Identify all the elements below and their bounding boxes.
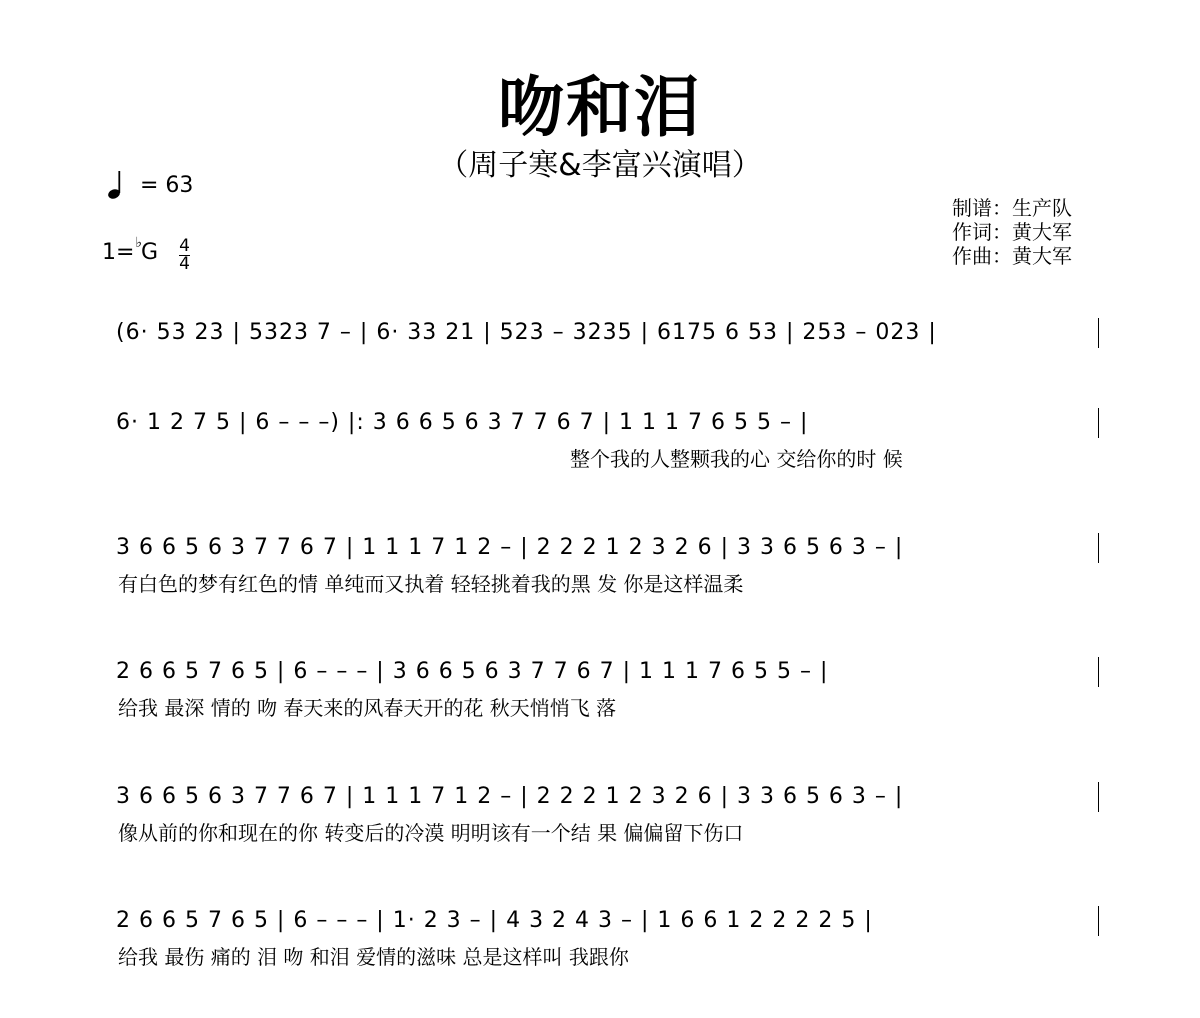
quarter-note-icon: [108, 170, 124, 209]
barline-end-1: [1098, 318, 1099, 348]
lyrics-line-4: 给我 最深 情的 吻 春天来的风春天开的花 秋天悄悄飞 落: [118, 696, 617, 720]
barline-end-5: [1098, 782, 1099, 812]
credit-lyricist: 作词：黄大军: [952, 220, 1072, 244]
lyrics-line-2: 整个我的人整颗我的心 交给你的时 候: [570, 447, 903, 471]
barline-end-3: [1098, 533, 1099, 563]
music-line-3: 3 6 6 5 6 3 7 7 6 7 | 1 1 1 7 1 2 – | 2 2 2 1 2 3 2 6 | 3 3 6 5 6 3 – |: [116, 535, 904, 560]
barline-end-4: [1098, 657, 1099, 687]
time-bottom: 4: [179, 254, 190, 274]
key-note: G: [141, 240, 159, 265]
barline-end-6: [1098, 906, 1099, 936]
key-signature: [102, 235, 190, 274]
music-line-5: 3 6 6 5 6 3 7 7 6 7 | 1 1 1 7 1 2 – | 2 2 2 1 2 3 2 6 | 3 3 6 5 6 3 – |: [116, 784, 904, 809]
lyrics-line-3: 有白色的梦有红色的情 单纯而又执着 轻轻挑着我的黑 发 你是这样温柔: [118, 572, 744, 596]
flat-icon: ♭: [135, 235, 143, 251]
credit-composer: 作曲：黄大军: [952, 244, 1072, 268]
barline-end-2: [1098, 408, 1099, 438]
time-signature: [179, 238, 190, 273]
song-title: 吻和泪: [498, 69, 702, 146]
lyrics-line-5: 像从前的你和现在的你 转变后的冷漠 明明该有一个结 果 偏偏留下伤口: [118, 821, 744, 845]
music-line-1: (6· 53 23 | 5323 7 – | 6· 33 21 | 523 – 3235 | 6175 6 53 | 253 – 023 |: [116, 320, 937, 345]
tempo-value: = 63: [140, 173, 194, 198]
lyrics-line-6: 给我 最伤 痛的 泪 吻 和泪 爱情的滋味 总是这样叫 我跟你: [118, 945, 629, 969]
music-line-4: 2 6 6 5 7 6 5 | 6 – – – | 3 6 6 5 6 3 7 7 6 7 | 1 1 1 7 6 5 5 – |: [116, 659, 829, 684]
key-prefix: 1=: [102, 240, 135, 265]
music-line-6: 2 6 6 5 7 6 5 | 6 – – – | 1· 2 3 – | 4 3 2 4 3 – | 1 6 6 1 2 2 2 2 5 |: [116, 908, 873, 933]
credit-arranger: 制谱：生产队: [952, 196, 1072, 220]
music-line-2: 6· 1 2 7 5 | 6 – – –) |: 3 6 6 5 6 3 7 7 6 7 | 1 1 1 7 6 5 5 – |: [116, 410, 809, 435]
time-top: 4: [179, 236, 190, 256]
song-subtitle: （周子寒&李富兴演唱）: [438, 148, 762, 183]
tempo-marking: [108, 170, 193, 209]
